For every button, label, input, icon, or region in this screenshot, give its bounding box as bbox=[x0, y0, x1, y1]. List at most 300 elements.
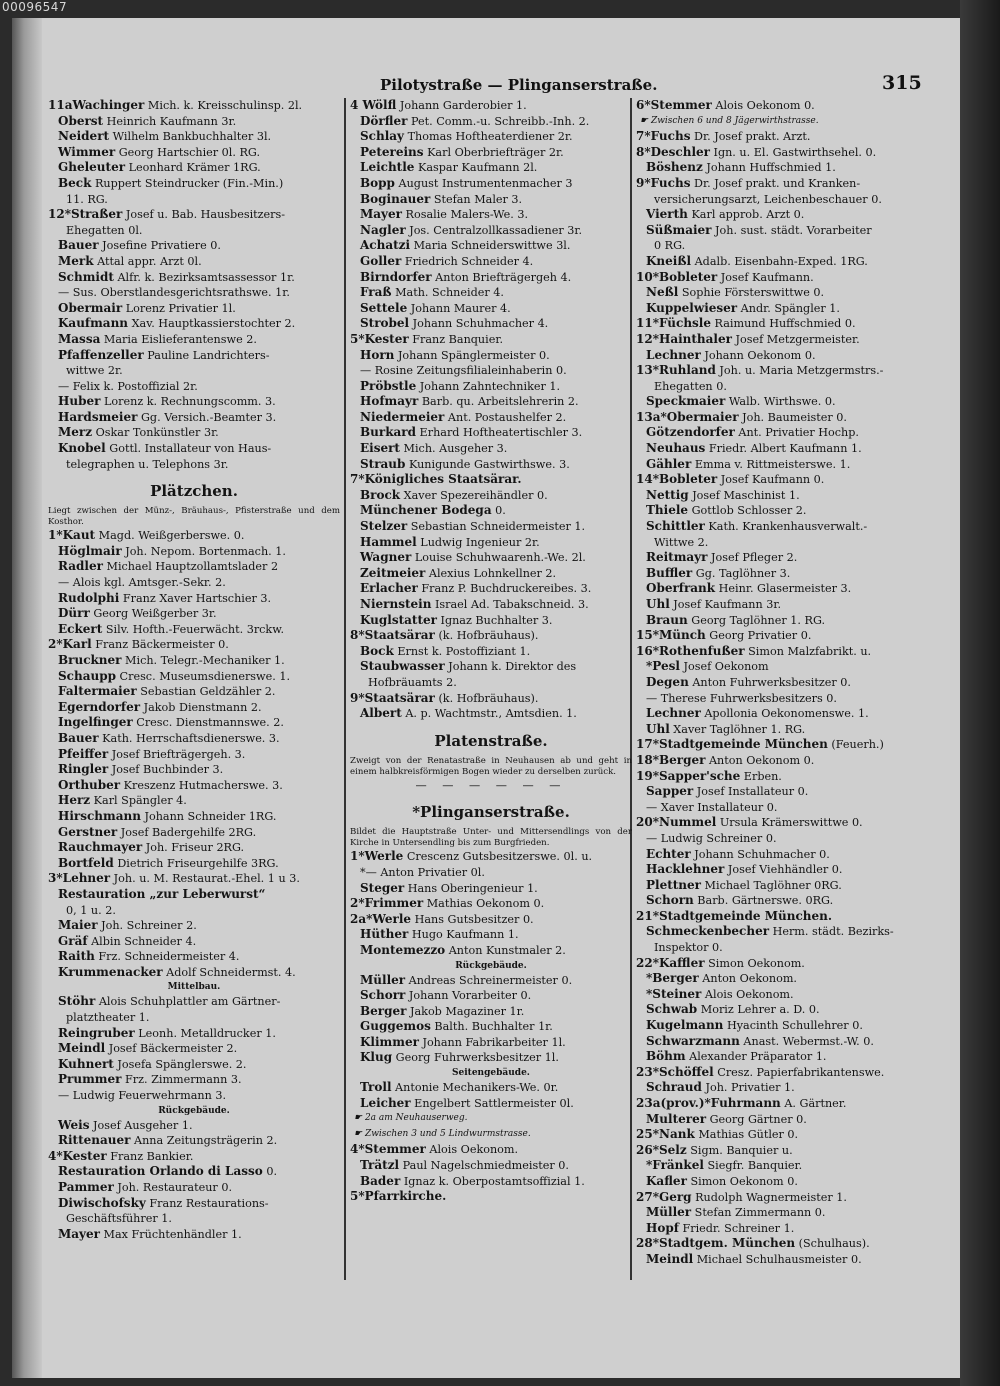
entry-name: 22*Kaffler bbox=[636, 955, 705, 970]
entry-name: Neßl bbox=[646, 285, 679, 300]
entry-name: Kafler bbox=[646, 1173, 687, 1188]
list-item bbox=[636, 129, 926, 145]
list-item bbox=[636, 379, 926, 395]
list-item bbox=[350, 332, 632, 348]
entry-detail: Gg. Versich.-Beamter 3. bbox=[137, 410, 277, 424]
list-plinganser-tail bbox=[350, 1142, 632, 1204]
entry-detail: Siegfr. Banquier. bbox=[703, 1159, 803, 1173]
entry-name: Thiele bbox=[646, 503, 689, 518]
entry-detail: Xaver Spezereihändler 0. bbox=[400, 488, 548, 502]
list-item bbox=[350, 270, 632, 286]
list-item bbox=[350, 207, 632, 223]
entry-detail: — Rosine Zeitungsfilialeinhaberin 0. bbox=[360, 364, 567, 378]
entry-name: Krummenacker bbox=[58, 964, 163, 979]
list-item bbox=[48, 129, 340, 145]
list-item bbox=[48, 762, 340, 778]
entry-name: Bader bbox=[360, 1173, 401, 1188]
list-item bbox=[636, 1034, 926, 1050]
entry-name: Raith bbox=[58, 949, 95, 964]
list-item bbox=[48, 223, 340, 239]
entry-name: 13a*Obermaier bbox=[636, 409, 739, 424]
subheading-rueckgebaeude-2: Rückgebäude. bbox=[455, 960, 527, 971]
entry-name: 3*Lehner bbox=[48, 871, 111, 886]
entry-detail: Josef Pfleger 2. bbox=[707, 551, 798, 565]
entry-name: Schorr bbox=[360, 988, 406, 1003]
entry-name: 15*Münch bbox=[636, 628, 706, 643]
list-plaetzchen bbox=[48, 528, 340, 980]
list-item bbox=[48, 825, 340, 841]
entry-name: Neidert bbox=[58, 129, 110, 144]
entry-name: Berger bbox=[360, 1003, 407, 1018]
list-item bbox=[48, 270, 340, 286]
entry-detail: Ludwig Ingenieur 2r. bbox=[416, 535, 540, 549]
list-item bbox=[48, 591, 340, 607]
list-item bbox=[48, 207, 340, 223]
list-item bbox=[350, 849, 632, 865]
list-item bbox=[48, 809, 340, 825]
list-item bbox=[350, 457, 632, 473]
entry-detail: Herm. städt. Bezirks- bbox=[769, 925, 894, 939]
entry-name: Mayer bbox=[58, 1226, 100, 1241]
entry-detail: Kath. Krankenhausverwalt.- bbox=[704, 520, 868, 534]
list-item bbox=[350, 881, 632, 897]
entry-name: Montemezzo bbox=[360, 942, 446, 957]
pointing-hand-icon: ☛ bbox=[354, 1128, 365, 1139]
list-item bbox=[48, 1227, 340, 1243]
list-item bbox=[48, 528, 340, 544]
list-item bbox=[636, 145, 926, 161]
entry-detail: Engelbert Sattlermeister 0l. bbox=[410, 1096, 574, 1110]
entry-detail: Magd. Weißgerberswe. 0. bbox=[95, 529, 245, 543]
column-rule-1 bbox=[344, 98, 346, 1280]
entry-detail: Cresz. Papierfabrikantenswe. bbox=[713, 1065, 885, 1079]
list-item bbox=[636, 1112, 926, 1128]
entry-name: Albert bbox=[360, 706, 402, 721]
entry-name: Oberfrank bbox=[646, 581, 716, 596]
page-number: 315 bbox=[882, 72, 922, 94]
list-item bbox=[636, 348, 926, 364]
entry-name: *Pesl bbox=[646, 659, 680, 674]
entry-name: Speckmaier bbox=[646, 394, 726, 409]
list-item bbox=[350, 581, 632, 597]
entry-detail: Joh. Schreiner 2. bbox=[97, 919, 197, 933]
entry-name: 4 Wölfl bbox=[350, 98, 397, 112]
entry-name: Horn bbox=[360, 347, 395, 362]
list-item bbox=[636, 815, 926, 831]
list-item bbox=[48, 606, 340, 622]
entry-name: Meindl bbox=[58, 1041, 106, 1056]
entry-detail: Franz Xaver Hartschier 3. bbox=[119, 591, 272, 605]
entry-detail: Xaver Taglöhner 1. RG. bbox=[669, 722, 806, 736]
list-item bbox=[48, 918, 340, 934]
list-item bbox=[636, 784, 926, 800]
list-item bbox=[636, 488, 926, 504]
list-item bbox=[48, 1088, 340, 1104]
entry-detail: Josef Badergehilfe 2RG. bbox=[117, 825, 257, 839]
list-col3 bbox=[636, 98, 926, 1268]
entry-name: Schaupp bbox=[58, 668, 116, 683]
entry-detail: Johann Fabrikarbeiter 1l. bbox=[418, 1035, 566, 1049]
entry-name: 9*Fuchs bbox=[636, 175, 691, 190]
entry-detail: Antonie Mechanikers-We. 0r. bbox=[391, 1081, 559, 1095]
entry-detail: Louise Schuhwaarenh.-We. 2l. bbox=[411, 551, 586, 565]
entry-detail: Josef Installateur 0. bbox=[693, 785, 809, 799]
entry-detail: Karl approb. Arzt 0. bbox=[687, 208, 805, 222]
list-item bbox=[350, 659, 632, 675]
list-item bbox=[48, 1041, 340, 1057]
list-item bbox=[636, 192, 926, 208]
list-item bbox=[350, 912, 632, 928]
entry-detail: Mich. k. Kreisschulinsp. 2l. bbox=[144, 99, 303, 112]
entry-name: Götzendorfer bbox=[646, 425, 735, 440]
list-item bbox=[350, 503, 632, 519]
entry-detail: Friedrich Schneider 4. bbox=[401, 254, 534, 268]
list-item bbox=[350, 988, 632, 1004]
list-item bbox=[636, 597, 926, 613]
list-item bbox=[636, 332, 926, 348]
list-item bbox=[48, 457, 340, 473]
entry-name: Uhl bbox=[646, 597, 670, 611]
entry-detail: — Sus. Oberstlandesgerichtsrathswe. 1r. bbox=[58, 286, 290, 300]
list-item bbox=[48, 1164, 340, 1180]
entry-name: 11aWachinger bbox=[48, 98, 145, 112]
list-item bbox=[48, 114, 340, 130]
section-description-platen: Zweigt von der Renatastraße in Neuhausen ab und geht in einem halbkreisförmigen Bogen wieder zu derselben zurück. bbox=[350, 755, 632, 777]
entry-name: 11*Füchsle bbox=[636, 316, 711, 331]
entry-name: 5*Kester bbox=[350, 331, 409, 346]
entry-detail: Johann Schuhmacher 0. bbox=[690, 847, 830, 861]
entry-name: Pröbstle bbox=[360, 378, 417, 393]
entry-detail: wittwe 2r. bbox=[66, 364, 123, 378]
list-item bbox=[350, 301, 632, 317]
entry-name: Ringler bbox=[58, 762, 109, 777]
list-item bbox=[350, 1019, 632, 1035]
entry-name: Multerer bbox=[646, 1111, 707, 1126]
list-item bbox=[636, 98, 926, 114]
list-item bbox=[350, 691, 632, 707]
entry-detail: Franz Bäckermeister 0. bbox=[91, 638, 229, 652]
entry-detail: Johann Zahntechniker 1. bbox=[416, 379, 561, 393]
entry-detail: (k. Hofbräuhaus). bbox=[434, 691, 539, 705]
list-item bbox=[636, 363, 926, 379]
entry-name: Pammer bbox=[58, 1180, 114, 1194]
list-item bbox=[48, 254, 340, 270]
entry-detail: Alfr. k. Bezirksamtsassessor 1r. bbox=[113, 270, 295, 284]
list-item bbox=[48, 1180, 340, 1196]
entry-name: 25*Nank bbox=[636, 1127, 695, 1142]
list-item bbox=[350, 865, 632, 881]
entry-name: Huber bbox=[58, 394, 101, 409]
list-item bbox=[350, 472, 632, 488]
entry-detail: Ign. u. El. Gastwirthsehel. 0. bbox=[709, 145, 877, 159]
list-item bbox=[636, 1205, 926, 1221]
entry-name: Knobel bbox=[58, 441, 106, 456]
list-item bbox=[48, 653, 340, 669]
entry-name: Pfaffenzeller bbox=[58, 347, 144, 362]
entry-name: Böshenz bbox=[646, 160, 703, 175]
entry-name: Bruckner bbox=[58, 653, 122, 667]
list-item bbox=[636, 285, 926, 301]
entry-name: Bauer bbox=[58, 730, 99, 745]
entry-name: Orthuber bbox=[58, 777, 121, 792]
list-item bbox=[636, 769, 926, 785]
entry-name: Hopf bbox=[646, 1220, 679, 1235]
entry-name: Hacklehner bbox=[646, 862, 725, 877]
list-item bbox=[636, 566, 926, 582]
entry-name: Mayer bbox=[360, 207, 402, 222]
entry-name: Böhm bbox=[646, 1049, 686, 1064]
entry-detail: platztheater 1. bbox=[66, 1011, 150, 1025]
entry-detail: Georg Gärtner 0. bbox=[706, 1112, 807, 1126]
entry-detail: Joh. Friseur 2RG. bbox=[142, 841, 245, 855]
entry-detail: Karl Spängler 4. bbox=[90, 794, 187, 808]
entry-detail: Lorenz Privatier 1l. bbox=[122, 301, 236, 315]
list-item bbox=[48, 949, 340, 965]
entry-name: Leicher bbox=[360, 1095, 411, 1110]
entry-name: 20*Nummel bbox=[636, 815, 717, 830]
list-item bbox=[48, 778, 340, 794]
entry-detail: Alexander Präparator 1. bbox=[685, 1050, 827, 1064]
section-description-plaetzchen: Liegt zwischen der Münz-, Bräuhaus-, Pfisterstraße und dem Kosthor. bbox=[48, 506, 340, 528]
page-header: Pilotystraße — Plinganserstraße. bbox=[380, 76, 658, 94]
entry-detail: 11. RG. bbox=[66, 192, 108, 206]
list-item bbox=[48, 622, 340, 638]
entry-name: 13*Ruhland bbox=[636, 363, 716, 378]
list-item bbox=[350, 394, 632, 410]
list-item bbox=[48, 684, 340, 700]
entry-detail: Cresc. Dienstmannswe. 2. bbox=[132, 716, 284, 730]
entry-detail: Walb. Wirthswe. 0. bbox=[725, 395, 836, 409]
list-item bbox=[636, 1221, 926, 1237]
list-item bbox=[636, 691, 926, 707]
entry-detail: Emma v. Rittmeisterswe. 1. bbox=[691, 457, 851, 471]
entry-detail: Alois Oekonom. bbox=[425, 1143, 519, 1157]
list-plinganser bbox=[350, 849, 632, 958]
column-2 bbox=[350, 98, 632, 1205]
list-item bbox=[48, 192, 340, 208]
entry-name: Achatzi bbox=[360, 238, 411, 253]
list-item bbox=[636, 831, 926, 847]
list-item bbox=[350, 535, 632, 551]
entry-detail: Jos. Centralzollkassadiener 3r. bbox=[405, 223, 583, 237]
subheading-seitengebaeude: Seitengebäude. bbox=[452, 1068, 530, 1079]
entry-name: Schmeckenbecher bbox=[646, 924, 770, 939]
list-item bbox=[48, 965, 340, 981]
list-item bbox=[636, 862, 926, 878]
list-item bbox=[48, 441, 340, 457]
entry-detail: Anton Oekonom. bbox=[698, 972, 797, 986]
list-item bbox=[48, 840, 340, 856]
entry-name: Echter bbox=[646, 846, 691, 861]
entry-name: 23*Schöffel bbox=[636, 1064, 714, 1079]
pointing-hand-icon: ☛ bbox=[640, 115, 651, 126]
entry-detail: Kaspar Kaufmann 2l. bbox=[414, 161, 538, 175]
entry-detail: Josef Ausgeher 1. bbox=[89, 1118, 193, 1132]
entry-detail: Apollonia Oekonomenswe. 1. bbox=[700, 707, 869, 721]
entry-detail: Kath. Herrschaftsdienerswe. 3. bbox=[98, 731, 280, 745]
entry-name: Eckert bbox=[58, 621, 103, 636]
list-item bbox=[636, 1143, 926, 1159]
entry-detail: Crescenz Gutsbesitzerswe. 0l. u. bbox=[403, 850, 593, 864]
list-item bbox=[48, 98, 340, 114]
entry-detail: Dr. Josef prakt. und Kranken- bbox=[690, 176, 861, 190]
list-item bbox=[636, 847, 926, 863]
entry-name: 27*Gerg bbox=[636, 1189, 692, 1204]
list-rueckgebaeude bbox=[48, 1118, 340, 1243]
entry-name: Dörfler bbox=[360, 113, 408, 128]
entry-detail: (Schulhaus). bbox=[795, 1237, 870, 1251]
entry-name: 14*Bobleter bbox=[636, 472, 718, 487]
dash-separator: — — — — — — bbox=[415, 778, 567, 792]
entry-name: Braun bbox=[646, 612, 688, 627]
entry-detail: 0. bbox=[262, 1165, 278, 1179]
list-item bbox=[350, 160, 632, 176]
entry-name: Uhl bbox=[646, 721, 670, 736]
entry-name: Beck bbox=[58, 175, 92, 190]
entry-name: Meindl bbox=[646, 1251, 694, 1266]
entry-detail: Thomas Hoftheaterdiener 2r. bbox=[404, 130, 573, 144]
entry-name: Buffler bbox=[646, 565, 693, 580]
entry-name: Schraud bbox=[646, 1080, 702, 1095]
entry-name: Gerstner bbox=[58, 824, 118, 839]
list-plinganser-rueck bbox=[350, 973, 632, 1067]
list-item bbox=[48, 1149, 340, 1165]
list-item bbox=[350, 254, 632, 270]
list-item bbox=[350, 1174, 632, 1190]
entry-name: Kuhnert bbox=[58, 1056, 114, 1071]
list-col2 bbox=[350, 98, 632, 722]
entry-name: Rudolphi bbox=[58, 590, 120, 605]
entry-detail: Maria Eislieferantenswe 2. bbox=[100, 332, 257, 346]
entry-name: Eisert bbox=[360, 441, 400, 456]
entry-detail: A. p. Wachtmstr., Amtsdien. 1. bbox=[401, 707, 577, 721]
entry-name: Weis bbox=[58, 1117, 90, 1132]
entry-detail: Dietrich Friseurgehilfe 3RG. bbox=[113, 856, 279, 870]
note-text: 2a am Neuhauserweg. bbox=[364, 1113, 468, 1124]
entry-detail: Johann Maurer 4. bbox=[407, 301, 511, 315]
list-item bbox=[48, 715, 340, 731]
list-item bbox=[350, 1035, 632, 1051]
entry-detail: Geschäftsführer 1. bbox=[66, 1212, 172, 1226]
entry-detail: Anton Fuhrwerksbesitzer 0. bbox=[688, 675, 851, 689]
entry-detail: Ignaz Buchhalter 3. bbox=[436, 613, 553, 627]
list-item bbox=[350, 379, 632, 395]
entry-detail: Xav. Hauptkassierstochter 2. bbox=[128, 317, 296, 331]
entry-name: Gheleuter bbox=[58, 160, 126, 175]
entry-detail: Inspektor 0. bbox=[654, 941, 723, 955]
entry-name: 28*Stadtgem. München bbox=[636, 1236, 796, 1251]
list-item bbox=[636, 550, 926, 566]
list-mittelbau bbox=[48, 994, 340, 1103]
entry-detail: — Felix k. Postoffizial 2r. bbox=[58, 379, 198, 393]
entry-name: Egerndorfer bbox=[58, 699, 141, 714]
entry-detail: Jakob Dienstmann 2. bbox=[140, 700, 262, 714]
entry-name: Boginauer bbox=[360, 191, 431, 206]
entry-detail: Simon Malzfabrikt. u. bbox=[744, 644, 872, 658]
entry-detail: Friedr. Schreiner 1. bbox=[678, 1221, 795, 1235]
entry-detail: Albin Schneider 4. bbox=[87, 934, 197, 948]
entry-name: Trätzl bbox=[360, 1158, 400, 1173]
entry-detail: Karl Oberbriefträger 2r. bbox=[423, 145, 564, 159]
list-item bbox=[48, 1211, 340, 1227]
entry-detail: Anna Zeitungsträgerin 2. bbox=[130, 1134, 278, 1148]
list-item bbox=[636, 503, 926, 519]
entry-detail: Mich. Ausgeher 3. bbox=[399, 442, 508, 456]
entry-detail: Josef Metzgermeister. bbox=[731, 332, 860, 346]
entry-detail: Josefa Spänglerswe. 2. bbox=[113, 1057, 247, 1071]
entry-name: Lechner bbox=[646, 347, 701, 362]
entry-detail: Hans Gutsbesitzer 0. bbox=[411, 912, 534, 926]
entry-detail: Stefan Maler 3. bbox=[430, 192, 523, 206]
entry-name: 18*Berger bbox=[636, 752, 706, 767]
entry-detail: Michael Taglöhner 0RG. bbox=[700, 878, 842, 892]
entry-detail: Adalb. Eisenbahn-Exped. 1RG. bbox=[691, 254, 868, 268]
entry-name: 2a*Werle bbox=[350, 911, 412, 926]
entry-detail: Barb. qu. Arbeitslehrerin 2. bbox=[418, 395, 579, 409]
entry-detail: Georg Privatier 0. bbox=[705, 629, 812, 643]
list-item bbox=[350, 1004, 632, 1020]
entry-detail: Mich. Telegr.-Mechaniker 1. bbox=[121, 654, 285, 667]
entry-name: Guggemos bbox=[360, 1019, 431, 1034]
entry-detail: — Ludwig Feuerwehrmann 3. bbox=[58, 1089, 227, 1103]
entry-name: Bortfeld bbox=[58, 855, 114, 870]
note-text: Zwischen 6 und 8 Jägerwirthstrasse. bbox=[650, 115, 819, 126]
entry-detail: telegraphen u. Telephons 3r. bbox=[66, 457, 229, 471]
list-item bbox=[350, 363, 632, 379]
entry-name: Hirschmann bbox=[58, 808, 141, 823]
entry-detail: Moriz Lehrer a. D. 0. bbox=[697, 1003, 820, 1017]
entry-name: Dürr bbox=[58, 606, 90, 621]
entry-name: Birndorfer bbox=[360, 269, 432, 284]
entry-name: Niedermeier bbox=[360, 409, 445, 424]
entry-name: *Berger bbox=[646, 971, 699, 986]
entry-detail: Ehegatten 0l. bbox=[66, 223, 143, 237]
entry-name: Oberst bbox=[58, 113, 104, 128]
list-item bbox=[350, 1096, 632, 1112]
list-item bbox=[350, 644, 632, 660]
entry-name: Erlacher bbox=[360, 581, 418, 596]
entry-name: Vierth bbox=[646, 207, 688, 222]
entry-name: Petereins bbox=[360, 144, 424, 159]
entry-name: Hofmayr bbox=[360, 394, 419, 409]
entry-detail: Simon Oekonom 0. bbox=[686, 1174, 798, 1188]
entry-detail: Heinr. Glasermeister 3. bbox=[715, 582, 852, 596]
list-item bbox=[48, 332, 340, 348]
list-item bbox=[350, 550, 632, 566]
entry-name: 4*Stemmer bbox=[350, 1142, 426, 1157]
list-item bbox=[636, 971, 926, 987]
entry-name: Süßmaier bbox=[646, 222, 712, 237]
list-item bbox=[636, 254, 926, 270]
list-item bbox=[48, 669, 340, 685]
list-col1 bbox=[48, 98, 340, 472]
entry-name: Wagner bbox=[360, 550, 412, 565]
list-item bbox=[636, 924, 926, 940]
entry-detail: Pet. Comm.-u. Schreibb.-Inh. 2. bbox=[407, 114, 590, 128]
entry-name: Klimmer bbox=[360, 1034, 419, 1049]
list-item bbox=[48, 316, 340, 332]
entry-name: 21*Stadtgemeinde München. bbox=[636, 908, 833, 923]
entry-name: Bauer bbox=[58, 238, 99, 253]
list-item bbox=[350, 98, 632, 114]
entry-detail: Max Früchtenhändler 1. bbox=[100, 1227, 242, 1241]
entry-detail: Joh. u. M. Restaurat.-Ehel. 1 u 3. bbox=[110, 872, 300, 886]
list-item bbox=[636, 628, 926, 644]
entry-name: 4*Kester bbox=[48, 1148, 107, 1163]
list-item bbox=[350, 410, 632, 426]
list-item bbox=[636, 114, 926, 130]
entry-name: Ingelfinger bbox=[58, 715, 133, 730]
